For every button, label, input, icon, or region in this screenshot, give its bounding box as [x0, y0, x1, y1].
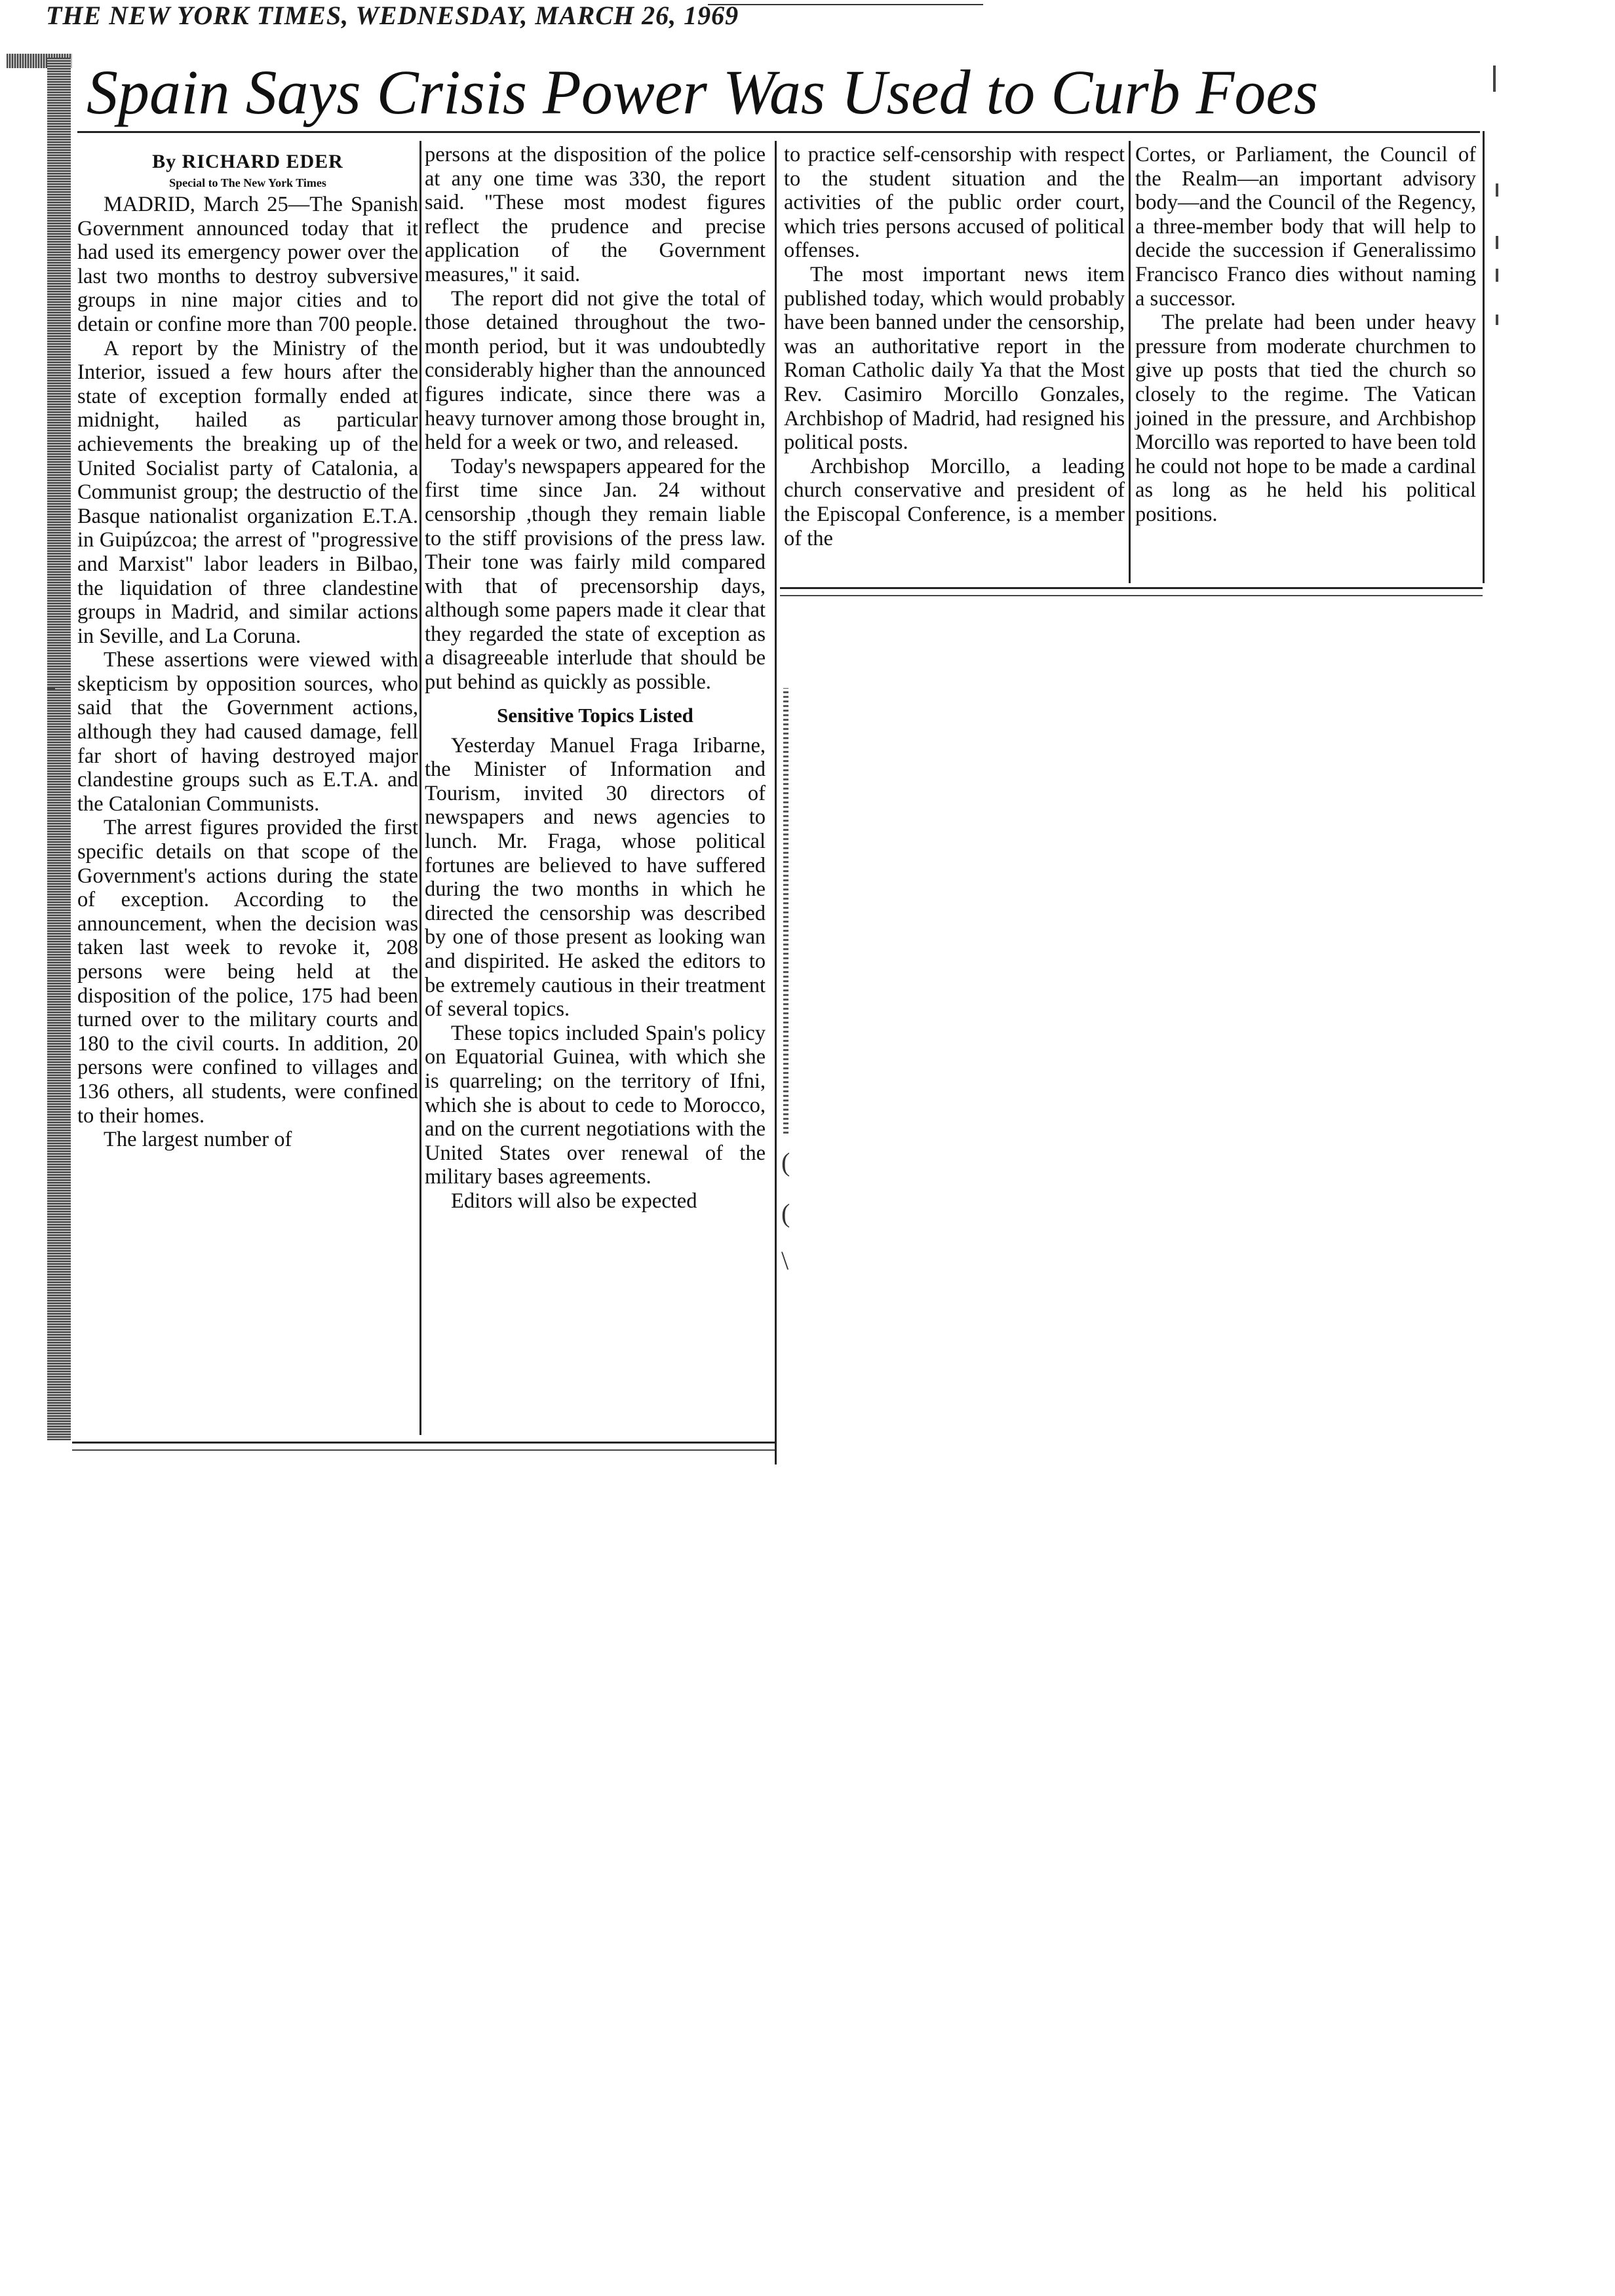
column-rule [1129, 141, 1131, 583]
paragraph: These assertions were viewed with skepticism by opposition sources, who said that the Government actions, although they had caused damage, fell far short of having destroyed major clandestine groups such as E.T.A. and the Catalonian Communists. [77, 648, 418, 816]
paragraph: Today's newspapers appeared for the first time since Jan. 24 without censorship ,though they remain liable to the stiff provisions of the press law. Their tone was fairly mild compared with that of precensorship days, although some papers made it clear that they regarded the state of exception as a disagreeable interlude that should be put behind as quickly as possible. [425, 454, 766, 695]
paragraph: The largest number of [104, 1128, 292, 1152]
scan-artifact [47, 687, 55, 689]
masthead-rule [708, 4, 983, 5]
section-rule [780, 587, 1483, 589]
paragraph: to practice self-censorship with respect to the student situation and the activities of the public order court, which tries persons accused of political offenses. [784, 143, 1125, 263]
paragraph: Yesterday Manuel Fraga Iribarne, the Minister of Information and Tourism, invited 30 directors of newspapers and news agencies to lunch. Mr. Fraga, whose political fortunes are believed to have suffered during the two months in which he directed the censorship was described by one of those present as looking wan and dispirited. He asked the editors to be extremely cautious in their treatment of several topics. [425, 733, 766, 1022]
scan-artifact: ( [781, 1198, 790, 1228]
article-column-1 [77, 143, 418, 1152]
scan-artifact [1496, 236, 1498, 249]
scan-artifact [783, 688, 788, 1134]
clipping-edge-left [47, 58, 71, 1440]
scan-artifact [1496, 315, 1498, 325]
paragraph: MADRID, March 25—The Spanish Government announced today that it had used its emergency power over the last two months to destroy subversive groups in nine major cities and to detain or confine more than 700 people. [77, 193, 418, 336]
paragraph: The most important news item published today, which would probably have been banned under the censorship, was an authoritative report in the Roman Catholic daily Ya that the Most Rev. Casimiro Morcillo Gonzales, Archbishop of Madrid, had resigned his political posts. [784, 262, 1125, 455]
section-rule [780, 595, 1483, 596]
paragraph: These topics included Spain's policy on Equatorial Guinea, with which she is quarreling; on the territory of Ifni, which she is about to cede to Morocco, and on the current negotiations with the United States over renewal of the military bases agreements. [425, 1021, 766, 1189]
paragraph: The prelate had been under heavy pressure from moderate churchmen to give up posts that tied the church so closely to the regime. The Vatican joined in the pressure, and Archbishop Morcillo was reported to have been told he could not hope to be made a cardinal as long as he held his political positions. [1135, 311, 1476, 526]
subhead: Sensitive Topics Listed [497, 703, 693, 727]
scan-artifact [1496, 183, 1498, 197]
article-column-4 [1135, 143, 1476, 527]
section-rule [72, 1442, 775, 1444]
paragraph: The report did not give the total of those detained throughout the two-month period, but it was undoubtedly considerably higher than the announced figures indicate, since there was a heavy turnover among those brought in, held for a week or two, and released. [425, 286, 766, 455]
paragraph: Editors will also be expected [451, 1189, 697, 1213]
paragraph: Archbishop Morcillo, a leading church conservative and president of the Episcopal Conference, is a member of the [784, 454, 1125, 550]
special-credit: Special to The New York Times [169, 176, 326, 189]
column-rule [775, 141, 777, 1464]
newspaper-masthead: THE NEW YORK TIMES, WEDNESDAY, MARCH 26, 1969 [46, 1, 739, 30]
headline-rule [77, 131, 1480, 133]
scan-artifact: ( [781, 1147, 790, 1177]
scan-artifact [1493, 66, 1496, 92]
column-rule [1483, 131, 1485, 583]
scan-artifact [1496, 269, 1498, 282]
scan-artifact: \ [781, 1246, 789, 1275]
paragraph: A report by the Ministry of the Interior, issued a few hours after the state of exception formally ended at midnight, hailed as particular achievements the breaking up of the United Socialist party of Catalonia, a Communist group; the destructio of the Basque nationalist organization E.T.A. in Guipúzcoa; the arrest of "progressive and Marxist" labor leaders in Bilbao, the liquidation of three clandestine groups in Madrid, and similar actions in Seville, and La Coruna. [77, 336, 418, 648]
paragraph: Cortes, or Parliament, the Council of the Realm—an important advisory body—and the Council of the Regency, a three-member body that will help to decide the succession if Generalissimo Francisco Franco dies without naming a successor. [1135, 143, 1476, 311]
headline: Spain Says Crisis Power Was Used to Curb Foes [87, 57, 1319, 127]
paragraph: persons at the disposition of the police at any one time was 330, the report said. "These most modest figures reflect the prudence and precise application of the Government measures," it said. [425, 143, 766, 286]
article-column-3 [784, 143, 1125, 550]
article-column-2 [425, 143, 766, 1214]
paragraph: The arrest figures provided the first specific details on that scope of the Government's actions during the state of exception. According to the announcement, when the decision was taken last week to revoke it, 208 persons were being held at the disposition of the police, 175 had been turned over to the military courts and 180 to the civil courts. In addition, 20 persons were confined to villages and 136 others, all students, were confined to their homes. [77, 816, 418, 1128]
byline: By RICHARD EDER [152, 151, 343, 172]
column-rule [419, 141, 421, 1435]
section-rule [72, 1449, 775, 1451]
